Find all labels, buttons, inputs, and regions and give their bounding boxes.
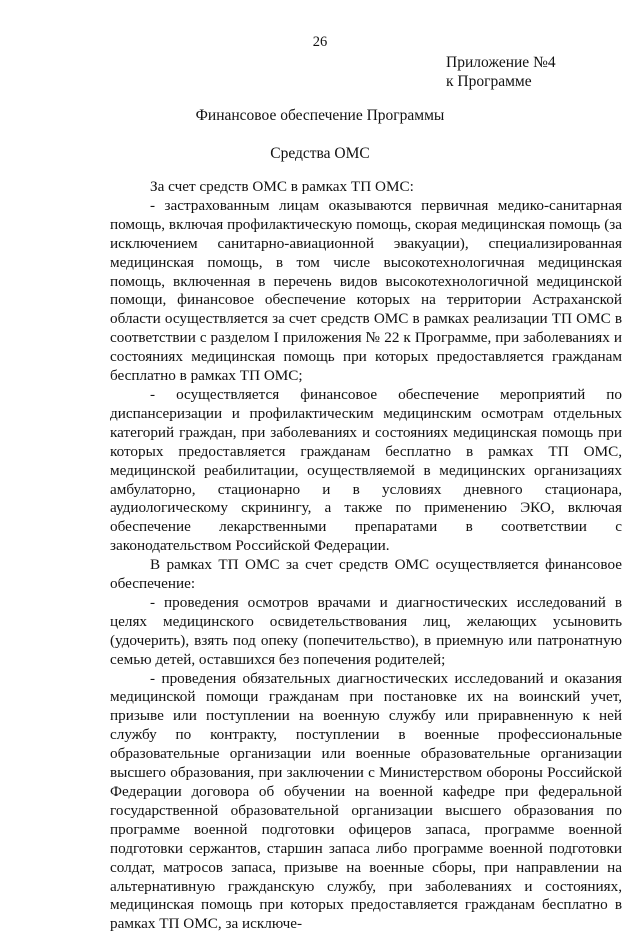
paragraph-insured-care: - застрахованным лицам оказываются первичная медико-санитарная помощь, включая профилактическую помощь, скорая медицинская помощь (за исключением санитарно-авиационной эвакуации), специализированная медицинская помощь, в том числе высокотехнологичная медицинская помощь, включенная в перечень видов высокотехнологичной медицинской помощи, финансовое обеспечение которых на территории Астраханской области осуществляется за счет средств ОМС в рамках реализации ТП ОМС в соответствии с разделом I приложения № 22 к Программе, при заболеваниях и состояниях медицинская помощь при которых предоставляется гражданам бесплатно в рамках ТП ОМС; bbox=[110, 196, 622, 385]
document-title: Финансовое обеспечение Программы bbox=[195, 107, 445, 124]
paragraph-adoption-exams: - проведения осмотров врачами и диагностических исследований в целях медицинского освидетельствования лиц, желающих усыновить (удочерить), взять под опеку (попечительство), в приемную или патронатную семью детей, оставшихся без попечения родителей; bbox=[110, 593, 622, 668]
document-body bbox=[110, 178, 622, 934]
appendix-number: Приложение №4 bbox=[446, 54, 556, 71]
appendix-reference bbox=[446, 53, 556, 91]
section-title: Средства ОМС bbox=[270, 145, 370, 162]
paragraph-dispensary: - осуществляется финансовое обеспечение мероприятий по диспансеризации и профилактическим медицинским осмотрам отдельных категорий граждан, при заболеваниях и состояниях медицинская помощь при которых предоставляется гражданам бесплатно в рамках ТП ОМС, медицинской реабилитации, осуществляемой в медицинских организациях амбулаторно, стационарно и в условиях дневного стационара, аудиологическому скринингу, а также по применению ЭКО, включая обеспечение лекарственными препаратами в соответствии с законодательством Российской Федерации. bbox=[110, 385, 622, 555]
page-number: 26 bbox=[312, 34, 328, 50]
paragraph-military-exams: - проведения обязательных диагностических исследований и оказания медицинской помощи гражданам при постановке их на воинский учет, призыве или поступлении на военную службу или приравненную к ней службу по контракту, поступлении в военные профессиональные образовательные организации или военные образовательные организации высшего образования, при заключении с Министерством обороны Российской Федерации договора об обучении на военной кафедре при федеральной государственной образовательной организации высшего образования по программе военной подготовки офицеров запаса, программе военной подготовки сержантов, старшин запаса либо программе военной подготовки солдат, матросов запаса, призыве на военные сборы, при направлении на альтернативную гражданскую службу, при заболеваниях и состояниях, медицинская помощь при которых предоставляется гражданам бесплатно в рамках ТП ОМС, за исключе- bbox=[110, 669, 622, 933]
paragraph-financing: В рамках ТП ОМС за счет средств ОМС осуществляется финансовое обеспечение: bbox=[110, 556, 622, 593]
appendix-program: к Программе bbox=[446, 73, 532, 90]
paragraph-intro: За счет средств ОМС в рамках ТП ОМС: bbox=[150, 178, 414, 195]
